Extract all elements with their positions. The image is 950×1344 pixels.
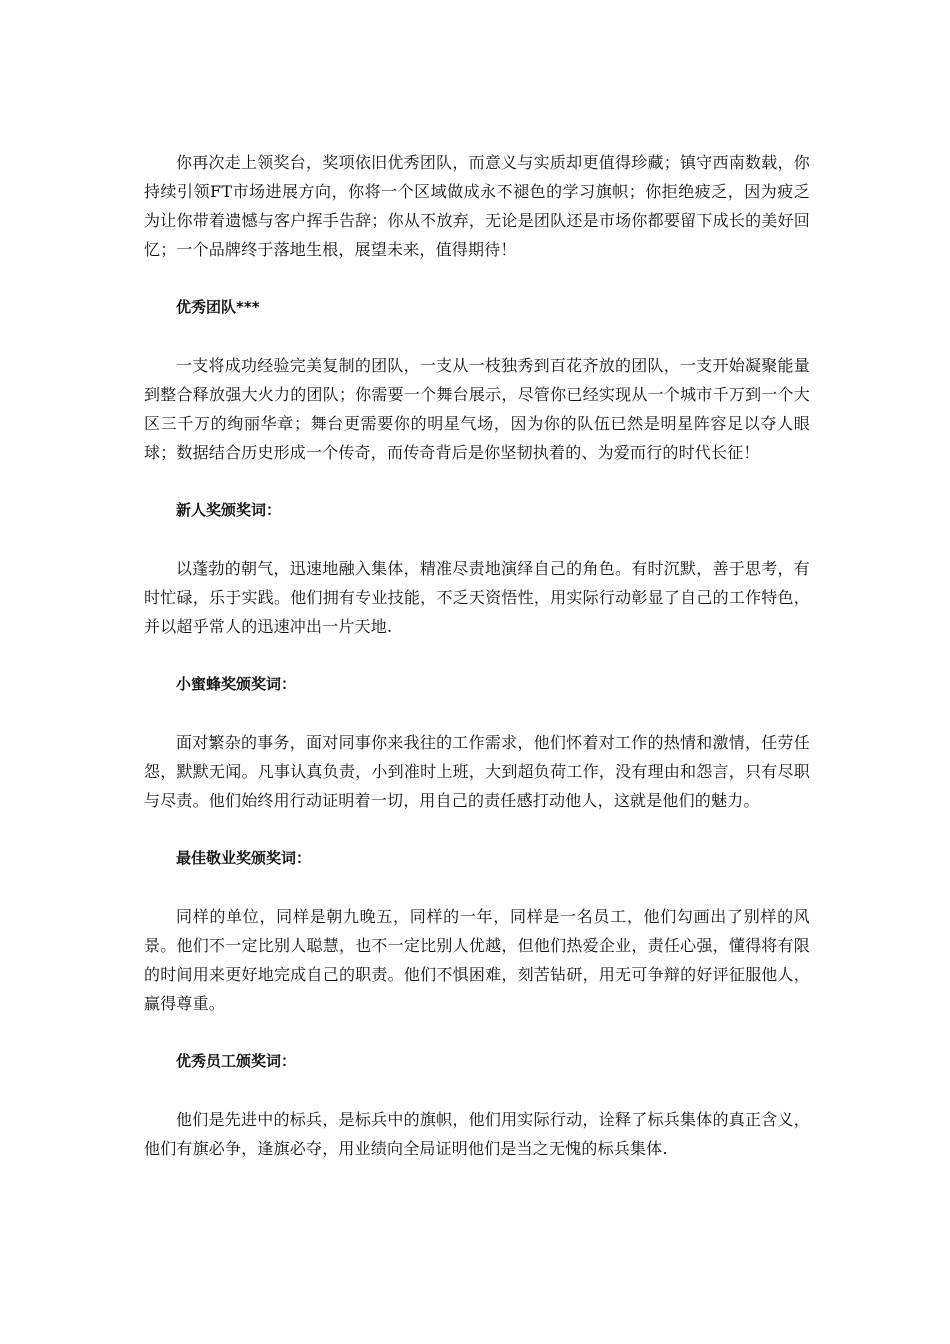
paragraph-newcomer-award: 以蓬勃的朝气，迅速地融入集体，精准尽责地演绎自己的角色。有时沉默，善于思考，有时忙碌，乐于实践。他们拥有专业技能，不乏天资悟性，用实际行动彰显了自己的工作特色，并以超乎常人的迅速冲出一片天地. [144,559,810,636]
spacer [144,873,810,902]
spacer [144,699,810,728]
paragraph-excellent-employee: 他们是先进中的标兵，是标兵中的旗帜，他们用实际行动，诠释了标兵集体的真正含义，他们有旗必争，逢旗必夺，用业绩向全局证明他们是当之无愧的标兵集体. [144,1110,810,1158]
document-content [144,148,810,1163]
spacer [144,815,810,844]
paragraph-dedication-award: 同样的单位，同样是朝九晚五，同样的一年，同样是一名员工，他们勾画出了别样的风景。他们不一定比别人聪慧，也不一定比别人优越，但他们热爱企业，责任心强，懂得将有限的时间用来更好地完成自己的职责。他们不惧困难，刻苦钻研，用无可争辩的好评征服他人，赢得尊重。 [144,907,810,1013]
paragraph-intro: 你再次走上领奖台，奖项依旧优秀团队，而意义与实质却更值得珍藏；镇守西南数载，你持续引领FT市场进展方向，你将一个区域做成永不褪色的学习旗帜；你拒绝疲乏，因为疲乏为让你带着遗憾与客户挥手告辞；你从不放弃，无论是团队还是市场你都要留下成长的美好回忆；一个品牌终于落地生根，展望未来，值得期待！ [144,153,810,259]
spacer [144,322,810,351]
paragraph-excellent-team: 一支将成功经验完美复制的团队，一支从一枝独秀到百花齐放的团队，一支开始凝聚能量到整合释放强大火力的团队；你需要一个舞台展示，尽管你已经实现从一个城市千万到一个大区三千万的绚丽华章；舞台更需要你的明星气场，因为你的队伍已然是明星阵容足以夺人眼球；数据结合历史形成一个传奇，而传奇背后是你坚韧执着的、为爱而行的时代长征！ [144,356,810,462]
heading-excellent-employee: 优秀员工颁奖词： [176,1052,297,1070]
spacer [144,467,810,496]
spacer [144,1076,810,1105]
heading-excellent-team: 优秀团队*** [176,298,260,316]
spacer [144,1018,810,1047]
heading-newcomer-award: 新人奖颁奖词： [176,501,282,519]
heading-dedication-award: 最佳敬业奖颁奖词： [176,849,312,867]
heading-little-bee-award: 小蜜蜂奖颁奖词： [176,675,297,693]
spacer [144,264,810,293]
paragraph-little-bee-award: 面对繁杂的事务，面对同事你来我往的工作需求，他们怀着对工作的热情和激情，任劳任怨，默默无闻。凡事认真负责，小到准时上班，大到超负荷工作，没有理由和怨言，只有尽职与尽责。他们始终用行动证明着一切，用自己的责任感打动他人，这就是他们的魅力。 [144,733,810,810]
spacer [144,641,810,670]
spacer [144,525,810,554]
